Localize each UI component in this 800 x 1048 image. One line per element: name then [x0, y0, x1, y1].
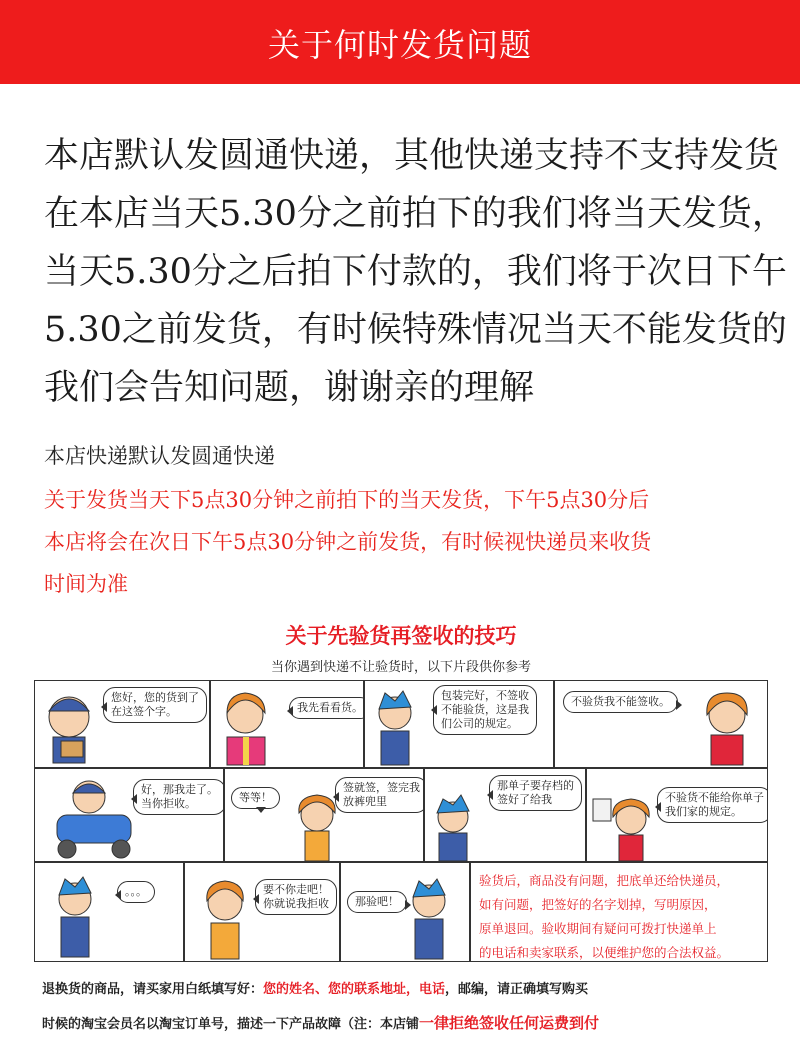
speech-bubble: 那验吧！ — [347, 891, 407, 913]
comic-panel-10 — [184, 862, 340, 962]
red-notice-line-2: 本店将会在次日下午5点30分钟之前发货，有时候视快递员来收货 — [44, 530, 652, 554]
speech-bubble: 我先看看货。 — [289, 697, 364, 719]
courier-silent-icon — [35, 863, 184, 962]
comic-panel-1 — [34, 680, 210, 768]
comic-panel-3 — [364, 680, 554, 768]
speech-bubble: 签就签，签完我 放裤兜里 — [335, 777, 424, 813]
page-title: 关于何时发货问题 — [267, 26, 532, 64]
red-notice-line-3: 时间为准 — [44, 572, 128, 596]
inspection-advice-panel — [470, 862, 768, 962]
inspection-tips-comic — [34, 616, 768, 1048]
comic-panel-6 — [224, 768, 424, 862]
red-notice-line-1: 关于发货当天下5点30分钟之前拍下的当天发货，下午5点30分后 — [44, 488, 650, 512]
tips-subtitle: 当你遇到快递不让验货时，以下片段供你参考 — [270, 660, 531, 675]
speech-bubble: 您好，您的货到了 在这签个字。 — [103, 687, 207, 723]
comic-panel-4 — [554, 680, 768, 768]
speech-bubble: 那单子要存档的 签好了给我 — [489, 775, 582, 811]
advice-line-3: 原单退回。验收期间有疑问可拨打快递单上 — [479, 921, 717, 936]
comic-panel-2 — [210, 680, 364, 768]
intro-line-3: 当天5.30分之后拍下付款的，我们将于次日下午 — [44, 252, 787, 292]
return-instructions-line-1: 退换货的商品，请买家用白纸填写好：您的姓名、您的联系地址，电话，邮编，请正确填写购买 — [42, 982, 589, 997]
tips-title: 关于先验货再签收的技巧 — [285, 624, 517, 648]
speech-bubble: 。。。 — [117, 881, 155, 903]
advice-line-2: 如有问题，把签好的名字划掉，写明原因， — [479, 897, 717, 912]
speech-bubble: 等等！ — [231, 787, 280, 809]
comic-panel-5 — [34, 768, 224, 862]
comic-panel-9 — [34, 862, 184, 962]
speech-bubble: 不验货不能给你单子 我们家的规定。 — [657, 787, 768, 823]
intro-line-5: 我们会告知问题，谢谢亲的理解 — [44, 368, 535, 408]
advice-line-1: 验货后，商品没有问题，把底单还给快递员， — [479, 873, 730, 888]
intro-line-4: 5.30之前发货，有时候特殊情况当天不能发货的 — [44, 310, 787, 350]
comic-panel-7 — [424, 768, 586, 862]
woman-with-gift-icon — [211, 681, 364, 768]
speech-bubble: 要不你走吧！ 你就说我拒收 — [255, 879, 337, 915]
comic-panel-8 — [586, 768, 768, 862]
intro-line-1: 本店默认发圆通快递，其他快递支持不支持发货 — [44, 136, 780, 176]
comic-panel-11 — [340, 862, 470, 962]
speech-bubble: 好，那我走了。 当你拒收。 — [133, 779, 224, 815]
header-banner — [0, 0, 800, 84]
default-courier-note: 本店快递默认发圆通快递 — [44, 444, 275, 468]
intro-line-2: 在本店当天5.30分之前拍下的我们将当天发货， — [44, 194, 787, 234]
speech-bubble: 不验货我不能签收。 — [563, 691, 678, 713]
speech-bubble: 包装完好，不签收 不能验货，这是我 们公司的规定。 — [433, 685, 537, 735]
advice-line-4: 的电话和卖家联系，以便维护您的合法权益。 — [479, 945, 730, 960]
return-instructions-line-2: 时候的淘宝会员名以淘宝订单号，描述一下产品故障（注：本店铺一律拒绝签收任何运费到付 — [42, 1014, 600, 1032]
